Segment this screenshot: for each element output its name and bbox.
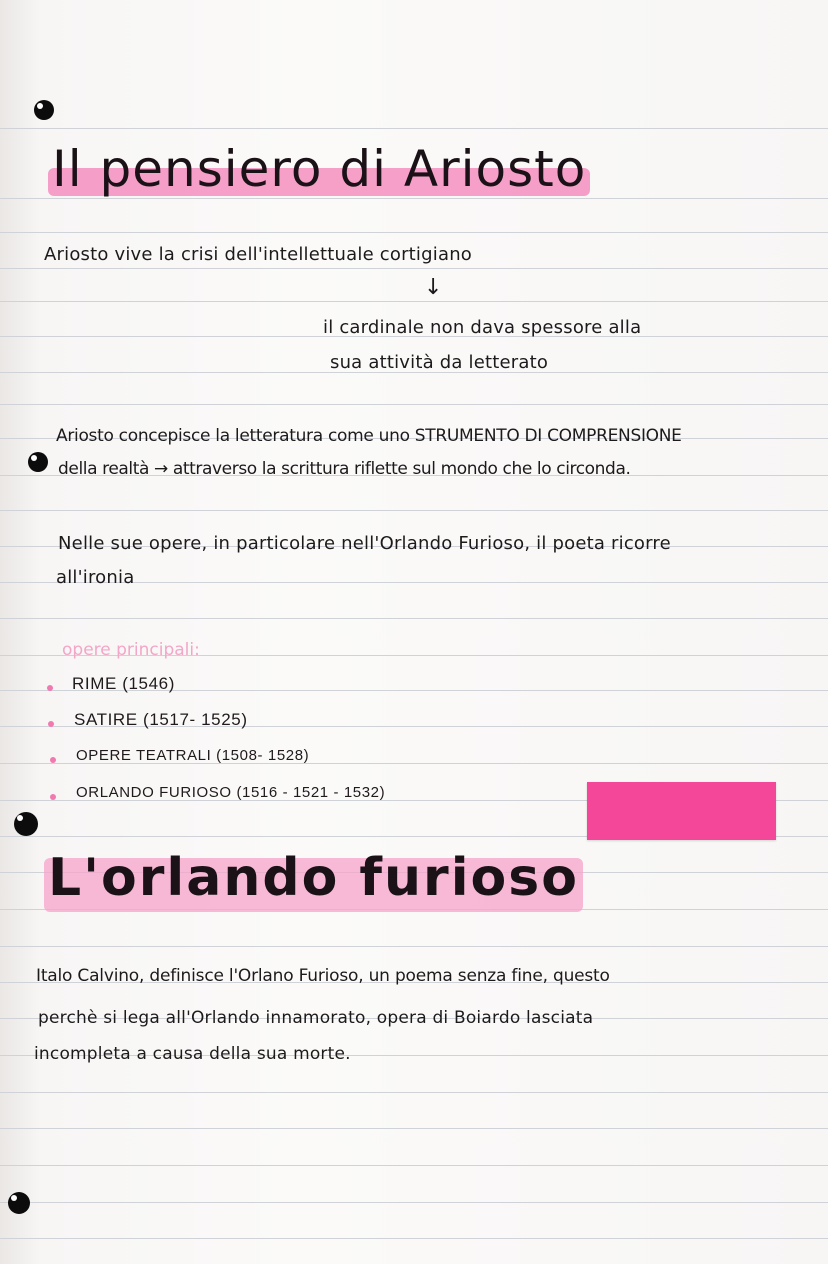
page-title-text: Il pensiero di Ariosto — [52, 140, 587, 198]
consequence-line-1: il cardinale non dava spessore alla — [323, 317, 642, 338]
ruled-line — [0, 232, 828, 233]
ruled-line — [0, 946, 828, 947]
down-arrow-icon: ↓ — [424, 275, 443, 300]
ruled-line — [0, 128, 828, 129]
consequence-line-2: sua attività da letterato — [330, 352, 549, 373]
ruled-line — [0, 268, 828, 269]
work-item-satire: SATIRE (1517- 1525) — [74, 710, 248, 729]
sticky-note — [587, 782, 776, 840]
binder-hole-bottom — [8, 1192, 30, 1214]
intro-line: Ariosto vive la crisi dell'intellettuale cortigiano — [44, 244, 473, 265]
ruled-line — [0, 198, 828, 199]
calvino-line-1: Italo Calvino, definisce l'Orlano Furioso, un poema senza fine, questo — [36, 966, 610, 986]
section-title — [48, 848, 579, 908]
bullet-icon — [47, 685, 53, 691]
bullet-icon — [50, 794, 56, 800]
irony-line-1: Nelle sue opere, in particolare nell'Orlando Furioso, il poeta ricorre — [58, 533, 671, 554]
ruled-line — [0, 1128, 828, 1129]
ruled-line — [0, 510, 828, 511]
ruled-line — [0, 1092, 828, 1093]
work-item-rime: RIME (1546) — [72, 674, 175, 693]
page-title — [52, 140, 586, 198]
irony-line-2: all'ironia — [56, 567, 135, 588]
ruled-line — [0, 1202, 828, 1203]
ruled-line — [0, 1238, 828, 1239]
calvino-line-3: incompleta a causa della sua morte. — [34, 1044, 351, 1064]
concept-line-1: Ariosto concepisce la letteratura come uno STRUMENTO DI COMPRENSIONE — [56, 426, 682, 446]
binder-hole-lower — [14, 812, 38, 836]
calvino-line-2: perchè si lega all'Orlando innamorato, opera di Boiardo lasciata — [38, 1008, 594, 1028]
works-heading: opere principali: — [62, 640, 200, 660]
binder-hole-top — [34, 100, 54, 120]
binder-hole-mid — [28, 452, 48, 472]
section-title-text: L'orlando furioso — [48, 848, 579, 908]
ruled-line — [0, 404, 828, 405]
bullet-icon — [50, 757, 56, 763]
work-item-opere-teatrali: OPERE TEATRALI (1508- 1528) — [76, 747, 310, 764]
ruled-line — [0, 618, 828, 619]
work-item-orlando-furioso: ORLANDO FURIOSO (1516 - 1521 - 1532) — [76, 784, 386, 801]
bullet-icon — [48, 721, 54, 727]
concept-line-2: della realtà → attraverso la scrittura riflette sul mondo che lo circonda. — [58, 459, 631, 479]
ruled-line — [0, 1165, 828, 1166]
ruled-line — [0, 301, 828, 302]
